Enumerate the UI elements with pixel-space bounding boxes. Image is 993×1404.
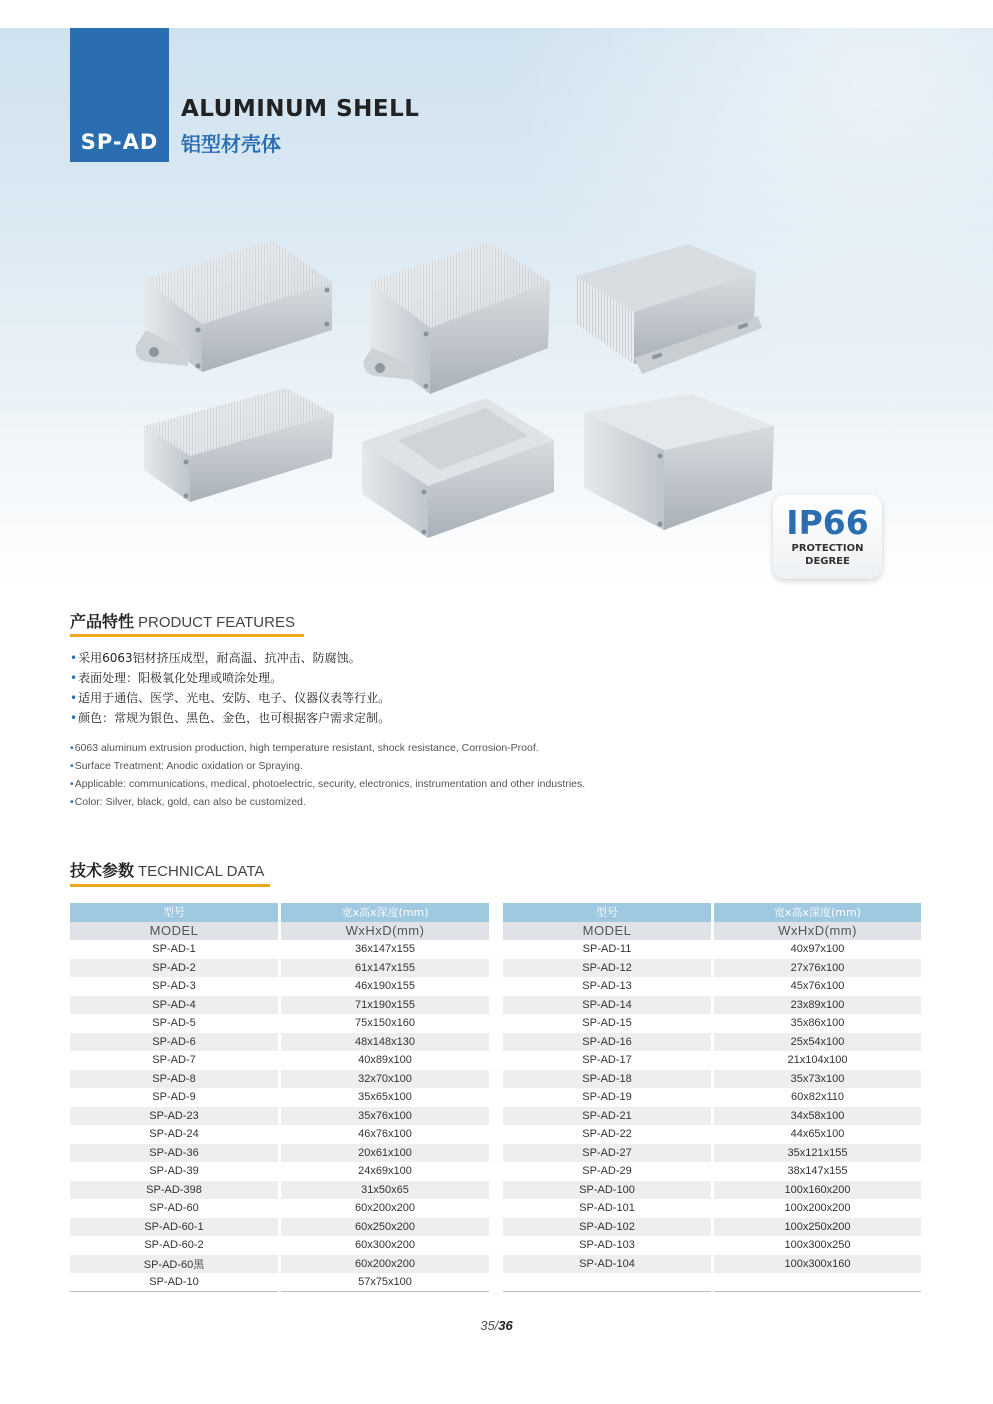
table-row: [70, 1033, 489, 1052]
dimension-cell: 40x89x100: [281, 1051, 489, 1070]
dimension-cell: 71x190x155: [281, 996, 489, 1015]
table-row: [70, 959, 489, 978]
model-cell: [503, 1273, 711, 1292]
feature-item-en: •Color: Silver, black, gold, can also be customized.: [70, 796, 306, 808]
model-cell: SP-AD-398: [70, 1181, 278, 1200]
page-number: 35/36: [480, 1318, 513, 1333]
model-cell: SP-AD-27: [503, 1144, 711, 1163]
table-row: [503, 1236, 921, 1255]
product-image-ribbed-flanged-2: [360, 236, 560, 396]
table-row: [70, 1014, 489, 1033]
feature-item-en: •Applicable: communications, medical, photoelectric, security, electronics, instrumentation and other industries.: [70, 778, 586, 790]
dimension-cell: 60x300x200: [281, 1236, 489, 1255]
product-image-smooth-small: [358, 390, 563, 540]
model-cell: SP-AD-19: [503, 1088, 711, 1107]
dimension-cell: 45x76x100: [714, 977, 921, 996]
model-cell: SP-AD-6: [70, 1033, 278, 1052]
feature-item-cn: •采用6063铝材挤压成型，耐高温、抗冲击、防腐蚀。: [70, 651, 361, 665]
table-row: [70, 1199, 489, 1218]
feature-item-en: •6063 aluminum extrusion production, high temperature resistant, shock resistance, Corrosion-Proof.: [70, 742, 539, 754]
table-row: [503, 1107, 921, 1126]
product-image-ribbed-small: [138, 384, 338, 514]
dimension-cell: 60x250x200: [281, 1218, 489, 1237]
dimension-cell: 27x76x100: [714, 959, 921, 978]
dimension-cell: 60x200x200: [281, 1199, 489, 1218]
model-cell: SP-AD-14: [503, 996, 711, 1015]
model-cell: SP-AD-103: [503, 1236, 711, 1255]
table-row: [70, 1144, 489, 1163]
model-cell: SP-AD-60-1: [70, 1218, 278, 1237]
table-row: [70, 1070, 489, 1089]
col-header-model-en: MODEL: [503, 922, 711, 941]
table-row: [503, 1218, 921, 1237]
dimension-cell: 100x250x200: [714, 1218, 921, 1237]
dimension-cell: 35x76x100: [281, 1107, 489, 1126]
table-row: [70, 940, 489, 959]
dimension-cell: 25x54x100: [714, 1033, 921, 1052]
spec-table-left: [70, 903, 489, 1292]
dimension-cell: 35x65x100: [281, 1088, 489, 1107]
table-row: [503, 1033, 921, 1052]
title-chinese: 铝型材壳体: [181, 132, 281, 156]
series-code: SP-AD: [80, 130, 159, 154]
model-cell: SP-AD-18: [503, 1070, 711, 1089]
model-cell: SP-AD-7: [70, 1051, 278, 1070]
technical-heading: [70, 858, 264, 881]
model-cell: SP-AD-102: [503, 1218, 711, 1237]
model-cell: SP-AD-39: [70, 1162, 278, 1181]
title-english: ALUMINUM SHELL: [181, 96, 420, 122]
features-heading: [70, 609, 295, 632]
table-row: [70, 1162, 489, 1181]
table-row: [503, 1181, 921, 1200]
model-cell: SP-AD-23: [70, 1107, 278, 1126]
table-row: [70, 1218, 489, 1237]
col-header-model-en: MODEL: [70, 922, 278, 941]
model-cell: SP-AD-24: [70, 1125, 278, 1144]
dimension-cell: 46x76x100: [281, 1125, 489, 1144]
model-cell: SP-AD-8: [70, 1070, 278, 1089]
dimension-cell: 35x73x100: [714, 1070, 921, 1089]
model-cell: SP-AD-29: [503, 1162, 711, 1181]
spec-table-right: [503, 903, 921, 1292]
dimension-cell: 48x148x130: [281, 1033, 489, 1052]
table-row: [503, 1051, 921, 1070]
dimension-cell: 44x65x100: [714, 1125, 921, 1144]
col-header-model-cn: 型号: [70, 903, 278, 922]
model-cell: SP-AD-36: [70, 1144, 278, 1163]
model-cell: SP-AD-9: [70, 1088, 278, 1107]
model-cell: SP-AD-2: [70, 959, 278, 978]
table-row: [503, 1144, 921, 1163]
table-row: [70, 1051, 489, 1070]
dimension-cell: 35x86x100: [714, 1014, 921, 1033]
model-cell: SP-AD-10: [70, 1273, 278, 1292]
table-row: [70, 1273, 489, 1292]
features-list-cn: [70, 648, 390, 728]
ip-label-line2: DEGREE: [805, 556, 850, 567]
feature-item-en: •Surface Treatment: Anodic oxidation or Spraying.: [70, 760, 303, 772]
dimension-cell: 100x300x160: [714, 1255, 921, 1274]
model-cell: SP-AD-4: [70, 996, 278, 1015]
dimension-cell: 60x82x110: [714, 1088, 921, 1107]
table-row: [503, 1162, 921, 1181]
table-row: [503, 996, 921, 1015]
technical-heading-cn: 技术参数: [70, 861, 135, 880]
dimension-cell: 40x97x100: [714, 940, 921, 959]
dimension-cell: 38x147x155: [714, 1162, 921, 1181]
features-heading-cn: 产品特性: [70, 612, 135, 631]
model-cell: SP-AD-60: [70, 1199, 278, 1218]
dimension-cell: 57x75x100: [281, 1273, 489, 1292]
feature-item-cn: •适用于通信、医学、光电、安防、电子、仪器仪表等行业。: [70, 691, 391, 705]
col-header-dim-cn: 宽x高x深度(mm): [281, 903, 489, 922]
features-list-en: [70, 739, 585, 811]
model-cell: SP-AD-100: [503, 1181, 711, 1200]
ip-rating-code: IP66: [786, 503, 869, 542]
table-row: [503, 1255, 921, 1274]
model-cell: SP-AD-15: [503, 1014, 711, 1033]
col-header-dim-en: WxHxD(mm): [281, 922, 489, 941]
dimension-cell: 34x58x100: [714, 1107, 921, 1126]
series-block: [70, 28, 169, 162]
dimension-cell: 100x160x200: [714, 1181, 921, 1200]
table-row: [503, 1273, 921, 1292]
table-row: [70, 1107, 489, 1126]
technical-heading-en: TECHNICAL DATA: [138, 863, 265, 880]
dimension-cell: 100x300x250: [714, 1236, 921, 1255]
dimension-cell: 20x61x100: [281, 1144, 489, 1163]
technical-underline: [70, 884, 270, 887]
table-row: [70, 1181, 489, 1200]
dimension-cell: 23x89x100: [714, 996, 921, 1015]
model-cell: SP-AD-1: [70, 940, 278, 959]
table-row: [70, 1088, 489, 1107]
dimension-cell: 36x147x155: [281, 940, 489, 959]
product-image-flat-flanged: [568, 228, 768, 378]
product-image-smooth-large: [580, 392, 780, 542]
model-cell: SP-AD-13: [503, 977, 711, 996]
model-cell: SP-AD-11: [503, 940, 711, 959]
col-header-model-cn: 型号: [503, 903, 711, 922]
table-row: [503, 1070, 921, 1089]
feature-item-cn: •颜色：常规为银色、黑色、金色，也可根据客户需求定制。: [70, 711, 391, 725]
dimension-cell: 100x200x200: [714, 1199, 921, 1218]
model-cell: SP-AD-60-2: [70, 1236, 278, 1255]
table-row: [70, 1125, 489, 1144]
table-row: [503, 1014, 921, 1033]
model-cell: SP-AD-22: [503, 1125, 711, 1144]
dimension-cell: 21x104x100: [714, 1051, 921, 1070]
ip66-badge: [773, 495, 882, 579]
model-cell: SP-AD-101: [503, 1199, 711, 1218]
dimension-cell: 31x50x65: [281, 1181, 489, 1200]
table-row: [503, 940, 921, 959]
model-cell: SP-AD-12: [503, 959, 711, 978]
model-cell: SP-AD-60黑: [70, 1255, 278, 1274]
dimension-cell: 60x200x200: [281, 1255, 489, 1274]
features-underline: [70, 634, 304, 637]
table-row: [503, 959, 921, 978]
table-row: [503, 977, 921, 996]
table-row: [503, 1199, 921, 1218]
table-row: [70, 996, 489, 1015]
product-image-ribbed-flanged-1: [132, 232, 342, 392]
dimension-cell: 32x70x100: [281, 1070, 489, 1089]
dimension-cell: [714, 1273, 921, 1292]
model-cell: SP-AD-17: [503, 1051, 711, 1070]
table-row: [503, 1088, 921, 1107]
table-row: [70, 1236, 489, 1255]
dimension-cell: 61x147x155: [281, 959, 489, 978]
ip-label-line1: PROTECTION: [791, 543, 864, 554]
dimension-cell: 24x69x100: [281, 1162, 489, 1181]
model-cell: SP-AD-104: [503, 1255, 711, 1274]
table-row: [503, 1125, 921, 1144]
model-cell: SP-AD-21: [503, 1107, 711, 1126]
table-row: [70, 977, 489, 996]
col-header-dim-cn: 宽x高x深度(mm): [714, 903, 921, 922]
table-row: [70, 1255, 489, 1274]
dimension-cell: 75x150x160: [281, 1014, 489, 1033]
col-header-dim-en: WxHxD(mm): [714, 922, 921, 941]
model-cell: SP-AD-5: [70, 1014, 278, 1033]
features-heading-en: PRODUCT FEATURES: [138, 614, 295, 631]
dimension-cell: 35x121x155: [714, 1144, 921, 1163]
feature-item-cn: •表面处理：阳极氧化处理或喷涂处理。: [70, 671, 283, 685]
model-cell: SP-AD-3: [70, 977, 278, 996]
model-cell: SP-AD-16: [503, 1033, 711, 1052]
dimension-cell: 46x190x155: [281, 977, 489, 996]
